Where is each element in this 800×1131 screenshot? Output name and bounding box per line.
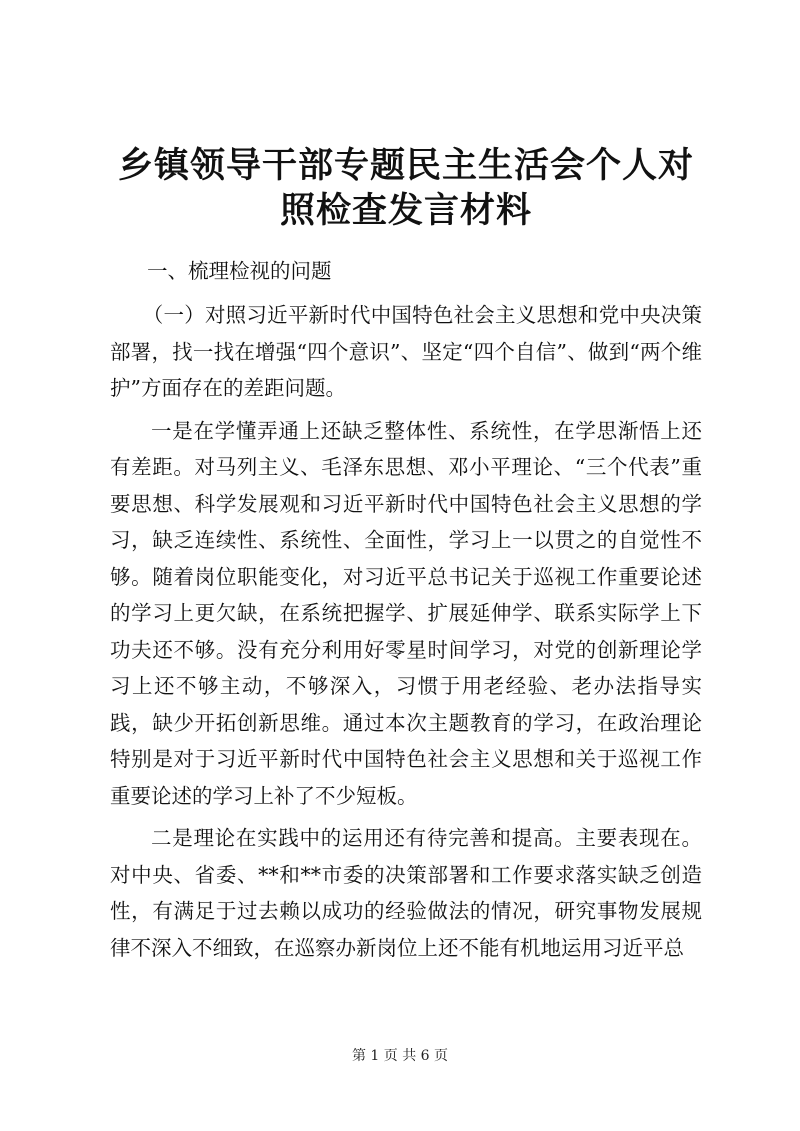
body-paragraph-1: 一是在学懂弄通上还缺乏整体性、系统性，在学思渐悟上还有差距。对马列主义、毛泽东思想、邓小平理论、“三个代表”重要思想、科学发展观和习近平新时代中国特色社会主义思想的学习，缺乏连续性、系统性、全面性，学习上一以贯之的自觉性不够。随着岗位职能变化，对习近平总书记关于巡视工作重要论述的学习上更欠缺，在系统把握学、扩展延伸学、联系实际学上下功夫还不够。没有充分利用好零星时间学习，对党的创新理论学习上还不够主动，不够深入，习惯于用老经验、老办法指导实践，缺少开拓创新思维。通过本次主题教育的学习，在政治理论特别是对于习近平新时代中国特色社会主义思想和关于巡视工作重要论述的学习上补了不少短板。 xyxy=(110,418,702,808)
page-footer: 第 1 页 共 6 页 xyxy=(351,1048,449,1064)
document-title: 乡镇领导干部专题民主生活会个人对照检查发言材料 xyxy=(117,145,694,231)
section-heading: 一、梳理检视的问题 xyxy=(147,259,332,283)
body-paragraph-2: 二是理论在实践中的运用还有待完善和提高。主要表现在。对中央、省委、**和**市委的决策部署和工作要求落实缺乏创造性，有满足于过去赖以成功的经验做法的情况，研究事物发展规律不深入不细致，在巡察办新岗位上还不能有机地运用习近平总 xyxy=(110,826,702,960)
subsection-paragraph: （一）对照习近平新时代中国特色社会主义思想和党中央决策部署，找一找在增强“四个意识”、坚定“四个自信”、做到“两个维护”方面存在的差距问题。 xyxy=(110,303,702,400)
